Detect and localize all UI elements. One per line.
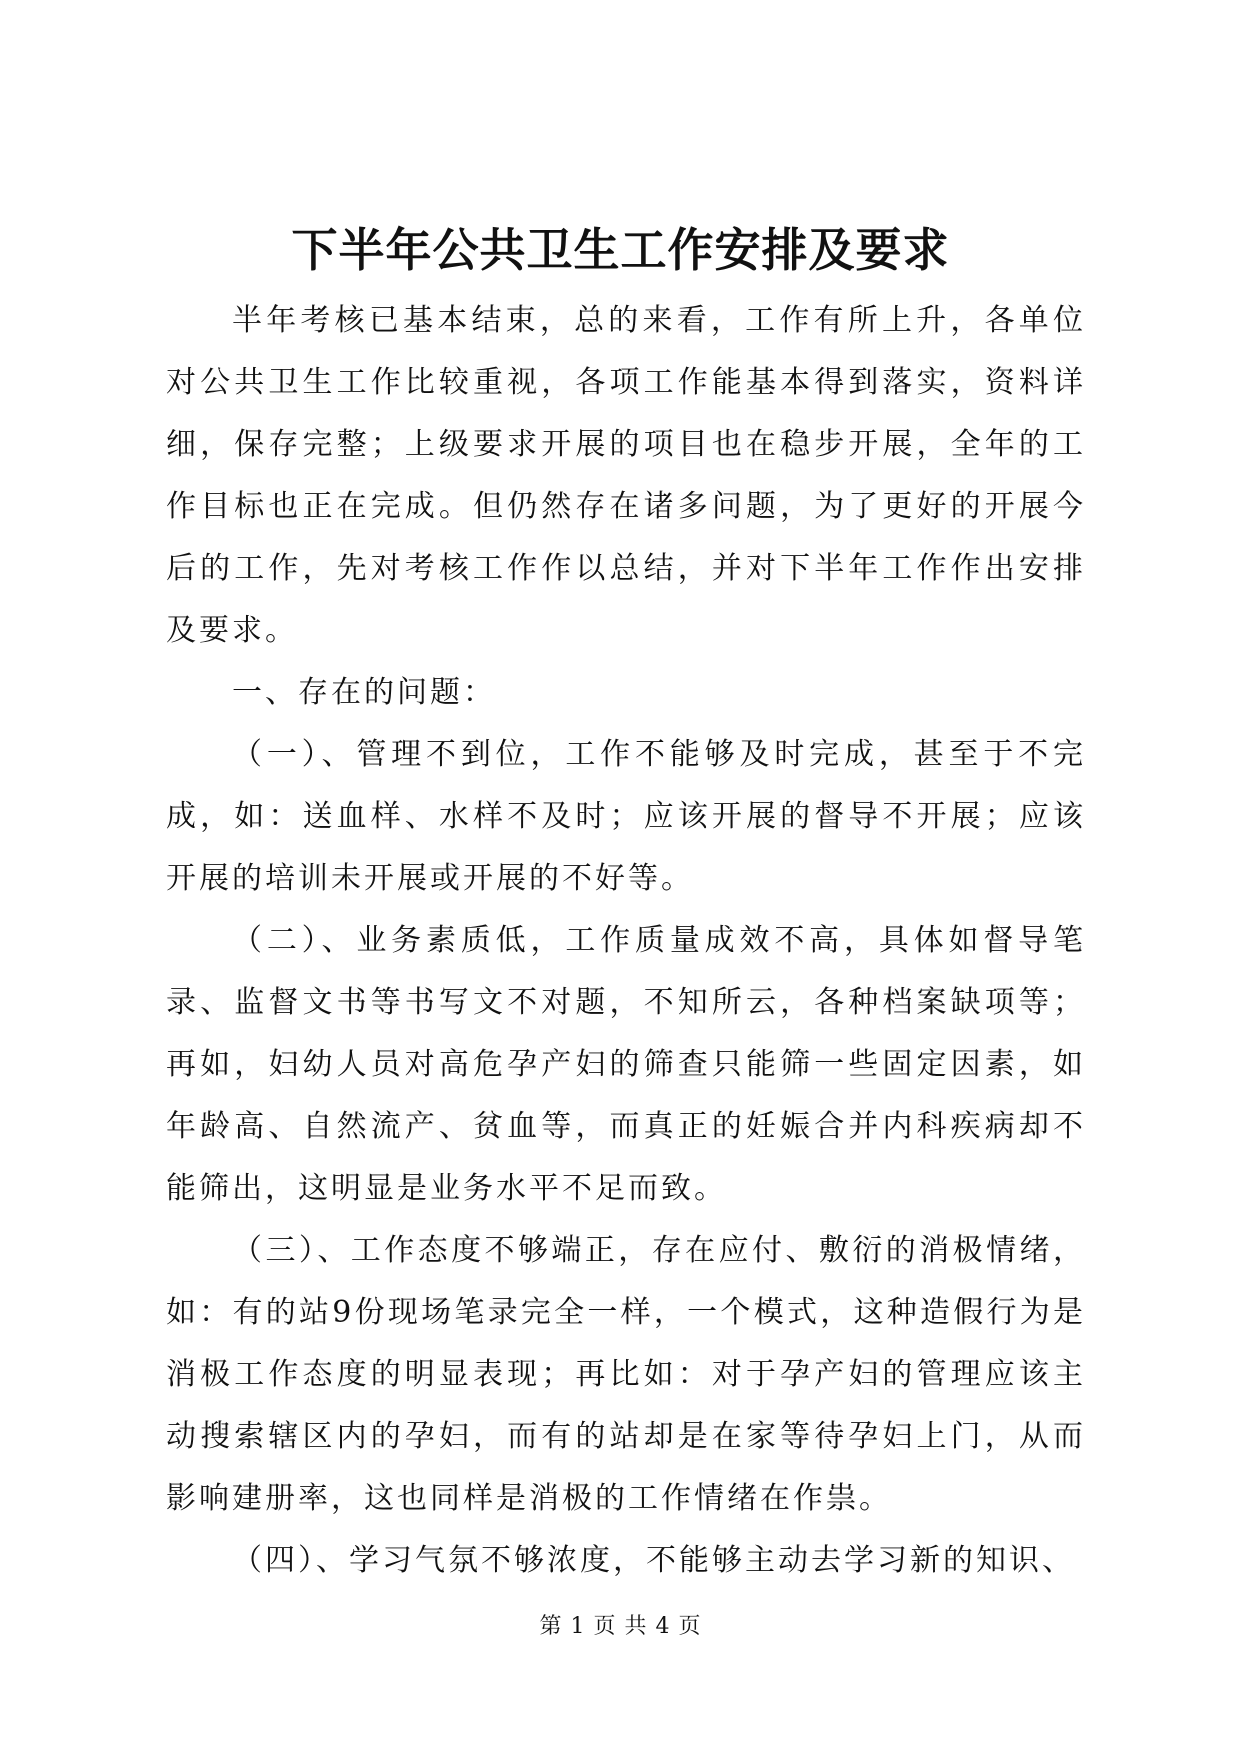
- document-title: 下半年公共卫生工作安排及要求: [291, 223, 950, 277]
- page-footer: 第 1 页 共 4 页: [539, 1614, 702, 1639]
- problem-paragraph-3: （三）、工作态度不够端正，存在应付、敷衍的消极情绪，如：有的站9份现场笔录完全一样，一个模式，这种造假行为是消极工作态度的明显表现；再比如：对于孕产妇的管理应该主动搜索辖区内的孕妇，而有的站却是在家等待孕妇上门，从而影响建册率，这也同样是消极的工作情绪在作祟。: [166, 1233, 1086, 1516]
- problem-paragraph-1: （一）、管理不到位，工作不能够及时完成，甚至于不完成，如：送血样、水样不及时；应该开展的督导不开展；应该开展的培训未开展或开展的不好等。: [166, 737, 1086, 896]
- problem-paragraph-4: （四）、学习气氛不够浓度，不能够主动去学习新的知识、: [232, 1543, 1075, 1578]
- section-heading-problems: 一、存在的问题：: [232, 675, 496, 710]
- problem-paragraph-2: （二）、业务素质低，工作质量成效不高，具体如督导笔录、监督文书等书写文不对题，不知所云，各种档案缺项等；再如，妇幼人员对高危孕产妇的筛查只能筛一些固定因素，如年龄高、自然流产、贫血等，而真正的妊娠合并内科疾病却不能筛出，这明显是业务水平不足而致。: [166, 923, 1086, 1206]
- document-body: [166, 290, 1086, 1592]
- intro-paragraph: 半年考核已基本结束，总的来看，工作有所上升，各单位对公共卫生工作比较重视，各项工作能基本得到落实，资料详细，保存完整；上级要求开展的项目也在稳步开展，全年的工作目标也正在完成。但仍然存在诸多问题，为了更好的开展今后的工作，先对考核工作作以总结，并对下半年工作作出安排及要求。: [166, 303, 1086, 648]
